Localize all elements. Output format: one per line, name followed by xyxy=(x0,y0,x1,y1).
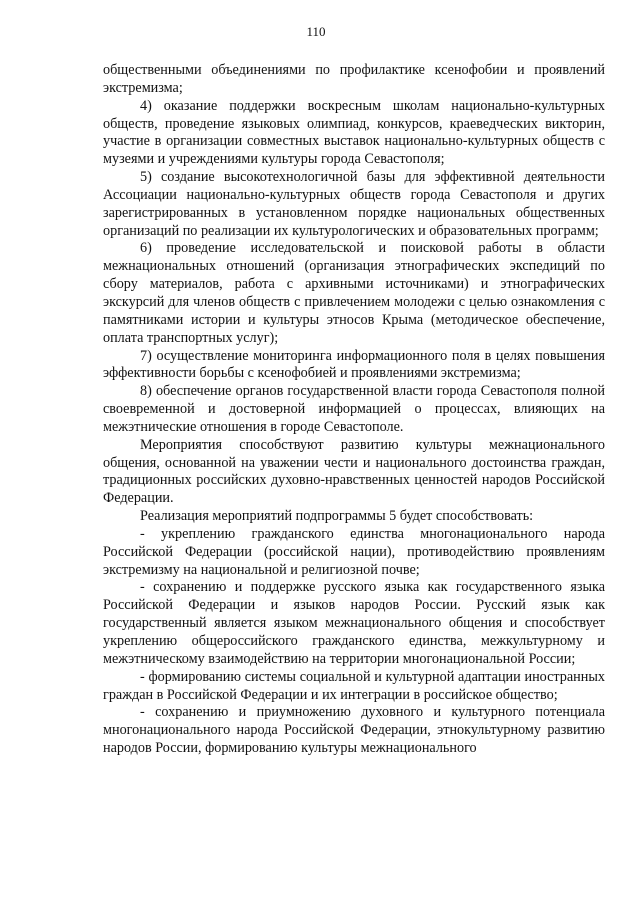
bullet-russian-language: - сохранению и поддержке русского языка как государственного языка Российской Федерации и языков народов России. Русский язык как государственный является языком межнационального общения и способствует укреплению общероссийского гражданского единства, межкультурному и межэтническому взаимодействию на территории многонациональной России; xyxy=(103,579,605,667)
list-item-4: 4) оказание поддержки воскресным школам национально-культурных обществ, проведение языковых олимпиад, конкурсов, краеведческих викторин, участие в организации совместных выставок национально-культурных обществ с музеями и учреждениями культуры города Севастополя; xyxy=(103,97,605,168)
list-item-5: 5) создание высокотехнологичной базы для эффективной деятельности Ассоциации национально-культурных обществ города Севастополя и других зарегистрированных в установленном порядке национальных общественных организаций по реализации их культурологических и образовательных программ; xyxy=(103,169,605,239)
bullet-cultural-potential: - сохранению и приумножению духовного и культурного потенциала многонационального народа Российской Федерации, этнокультурному развитию народов России, формированию культуры межнационального xyxy=(103,704,605,757)
list-item-6: 6) проведение исследовательской и поисковой работы в области межнациональных отношений (организация этнографических экспедиций по сбору материалов, работа с архивными источниками) и этнографических экскурсий для членов обществ с привлечением молодежи с целью ознакомления с памятниками истории и культуры этносов Крыма (методическое обеспечение, оплата транспортных услуг); xyxy=(103,240,605,346)
paragraph-measures: Мероприятия способствуют развитию культуры межнационального общения, основанной на уважении чести и национального достоинства граждан, традиционных российских духовно-нравственных ценностей народов Российской Федерации. xyxy=(103,436,605,507)
list-item-8: 8) обеспечение органов государственной власти города Севастополя полной своевременной и достоверной информацией о процессах, влияющих на межэтнические отношения в городе Севастополе. xyxy=(103,383,605,435)
body-text xyxy=(103,62,605,758)
paragraph-implementation: Реализация мероприятий подпрограммы 5 будет способствовать: xyxy=(140,508,534,525)
bullet-civic-unity: - укреплению гражданского единства многонационального народа Российской Федерации (российской нации), противодействию проявлениям экстремизму на национальной и религиозной почве; xyxy=(103,525,605,578)
page-number: 110 xyxy=(306,24,326,39)
bullet-foreign-citizens: - формированию системы социальной и культурной адаптации иностранных граждан в Российской Федерации и их интеграции в российское общество; xyxy=(103,668,605,703)
list-item-7: 7) осуществление мониторинга информационного поля в целях повышения эффективности борьбы с ксенофобией и проявлениями экстремизма; xyxy=(103,347,605,382)
paragraph-continuation: общественными объединениями по профилактике ксенофобии и проявлений экстремизма; xyxy=(103,62,605,96)
